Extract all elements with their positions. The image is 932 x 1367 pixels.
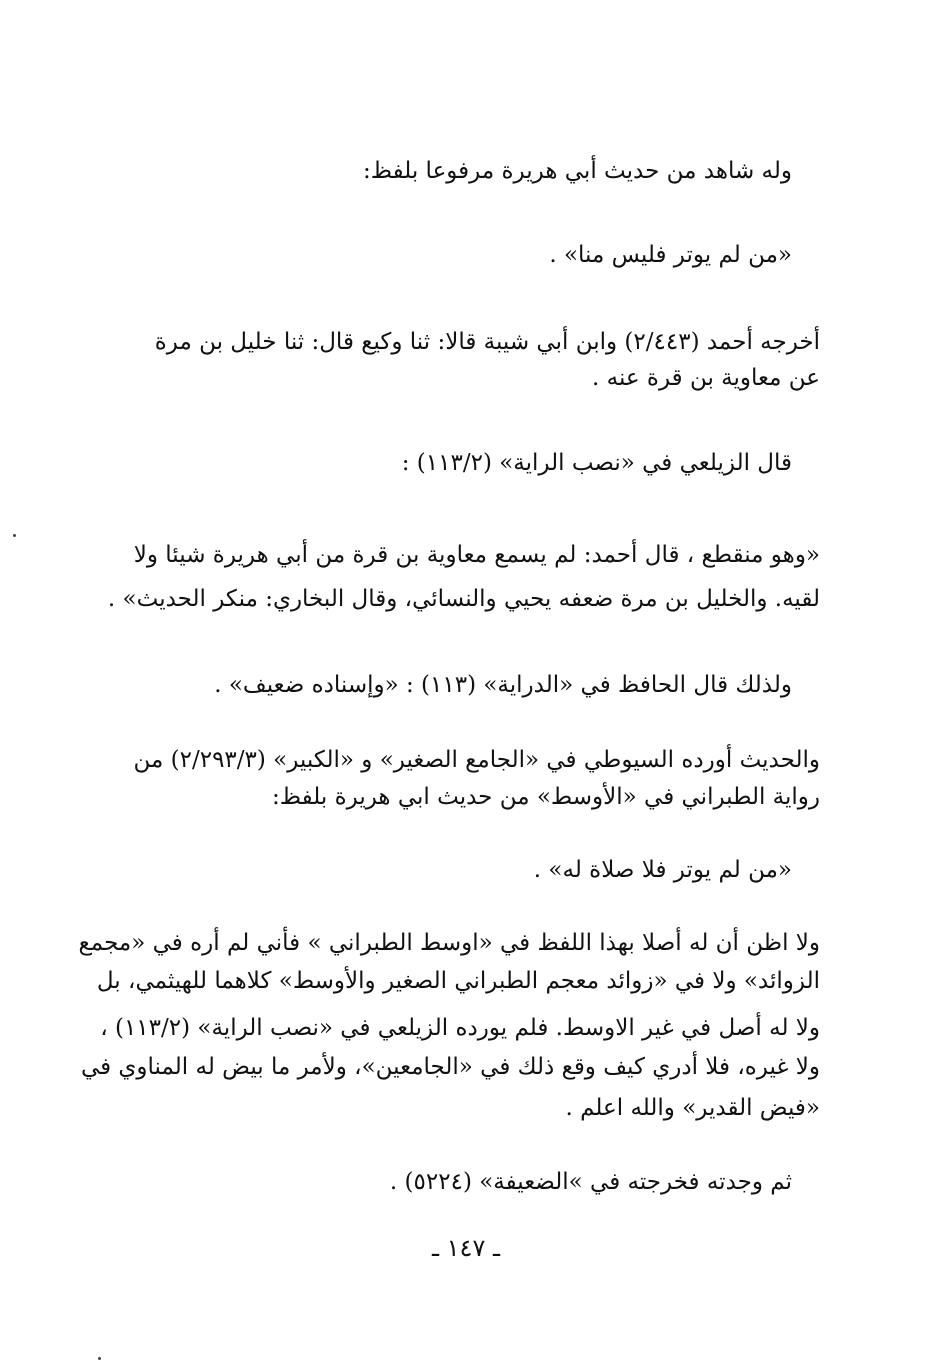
takhrij-line-2: عن معاوية بن قرة عنه . (591, 365, 820, 391)
hadith-quote-laysa-minna: «من لم يوتر فليس منا» . (549, 242, 792, 268)
scan-speck (13, 534, 16, 537)
hafiz-dirayah: ولذلك قال الحافظ في «الدراية» (١١٣) : «وإسناده ضعيف» . (214, 672, 792, 698)
page-number: ـ ١٤٧ ـ (431, 1234, 500, 1262)
commentary-line-2: الزوائد» ولا في «زوائد معجم الطبراني الصغير والأوسط» كلاهما للهيثمي، بل (96, 968, 820, 994)
takhrij-line-1: أخرجه أحمد (٢/٤٤٣) وابن أبي شيبة قالا: ثنا وكيع قال: ثنا خليل بن مرة (154, 329, 820, 355)
zaylai-quote-line-2: لقيه. والخليل بن مرة ضعفه يحيي والنسائي، وقال البخاري: منكر الحديث» . (107, 586, 820, 612)
commentary-line-3: ولا له أصل في غير الاوسط. فلم يورده الزيلعي في «نصب الراية» (١١٣/٢) ، (100, 1015, 820, 1041)
zaylai-quote-line-1: «وهو منقطع ، قال أحمد: لم يسمع معاوية بن قرة من أبي هريرة شيئا ولا (133, 542, 820, 568)
commentary-line-5: «فيض القدير» والله اعلم . (565, 1095, 820, 1121)
zaylai-intro: قال الزيلعي في «نصب الراية» (١١٣/٢) : (401, 450, 792, 476)
hadith-quote-la-salata: «من لم يوتر فلا صلاة له» . (533, 857, 792, 883)
scan-speck (98, 1357, 101, 1360)
suyuti-line-1: والحديث أورده السيوطي في «الجامع الصغير» و «الكبير» (٢/٢٩٣/٣) من (133, 747, 820, 773)
commentary-line-4: ولا غيره، فلا أدري كيف وقع ذلك في «الجامعين»، ولأمر ما بيض له المناوي في (80, 1054, 820, 1080)
final-note-daifah: ثم وجدته فخرجته في »الضعيفة» (٥٢٢٤) . (389, 1169, 792, 1195)
paragraph-shahid-intro: وله شاهد من حديث أبي هريرة مرفوعا بلفظ: (363, 158, 792, 184)
commentary-line-1: ولا اظن أن له أصلا بهذا اللفظ في «اوسط الطبراني » فأني لم أره في «مجمع (78, 930, 820, 956)
suyuti-line-2: رواية الطبراني في «الأوسط» من حديث ابي هريرة بلفظ: (272, 784, 820, 810)
